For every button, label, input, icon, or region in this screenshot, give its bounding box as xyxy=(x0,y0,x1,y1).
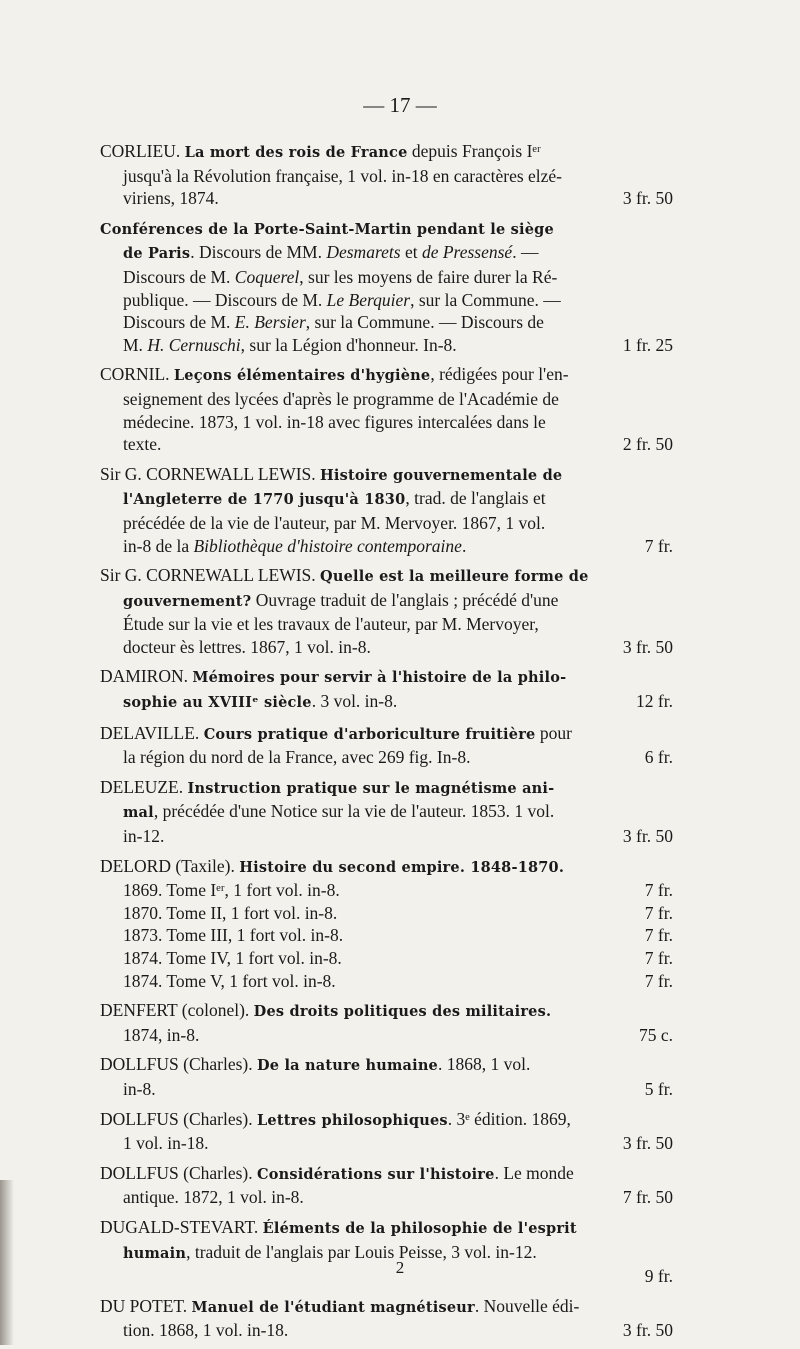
price: 3 fr. 50 xyxy=(622,826,673,847)
entry-line xyxy=(100,241,673,266)
italic-text: H. Cernuschi xyxy=(147,334,241,355)
price: 7 fr. xyxy=(644,902,673,923)
volume-text: 1873. Tome III, 1 fort vol. in-8. xyxy=(123,925,344,946)
author-name: DUGALD-STEVART. xyxy=(100,1216,263,1237)
price: 2 fr. 50 xyxy=(622,434,673,455)
catalogue-entry xyxy=(100,1108,673,1155)
entry-text: antique. 1872, 1 vol. in-8. xyxy=(123,1187,304,1208)
price: 7 fr. xyxy=(644,948,673,968)
entry-line xyxy=(100,140,673,165)
entry-line xyxy=(100,1024,673,1047)
entry-line xyxy=(100,1162,673,1187)
entry-line xyxy=(100,311,673,334)
catalogue-entry xyxy=(100,1162,673,1209)
catalogue-entry xyxy=(100,665,673,714)
italic-text: de Pressensé xyxy=(421,242,513,263)
entry-text: 1 vol. in-18. xyxy=(123,1133,209,1154)
book-title: Instruction pratique sur le magnétisme ani- xyxy=(187,779,555,797)
author-name: DELAVILLE. xyxy=(100,722,204,743)
entry-line xyxy=(100,334,673,357)
entry-text: Discours de M. xyxy=(123,312,235,333)
entry-text: in-12. xyxy=(123,826,165,847)
entry-text: . — xyxy=(512,242,539,263)
entry-line xyxy=(100,487,673,512)
entry-line xyxy=(100,165,673,188)
book-title: Manuel de l'étudiant magnétiseur xyxy=(191,1298,475,1316)
catalogue-entry xyxy=(100,999,673,1046)
book-title: Des droits politiques des militaires. xyxy=(253,1003,552,1021)
book-title: sophie au XVIIIᵉ siècle xyxy=(123,694,312,712)
author-name: CORNIL. xyxy=(100,364,174,385)
price: 7 fr. 50 xyxy=(622,1187,673,1208)
entry-text: in-8. xyxy=(123,1078,156,1099)
entry-text: publique. — Discours de M. xyxy=(123,289,327,310)
book-title: Histoire du second empire. 1848-1870. xyxy=(239,858,565,876)
price: 7 fr. xyxy=(644,925,673,946)
author-name: Sir G. CORNEWALL LEWIS. xyxy=(100,463,321,484)
italic-text: Le Berquier xyxy=(326,289,411,310)
entry-text: Ouvrage traduit de l'anglais ; précédé d'une xyxy=(251,589,559,610)
entry-line xyxy=(100,388,673,411)
entry-text: seignement des lycées d'après le programme de l'Académie de xyxy=(123,388,559,409)
entry-text: jusqu'à la Révolution française, 1 vol. in-18 en caractères elzé- xyxy=(123,165,563,186)
page-edge-shadow xyxy=(0,1180,14,1345)
book-title: Lettres philosophiques xyxy=(257,1111,448,1129)
entry-text: pour xyxy=(535,722,572,743)
entry-text: depuis François Iᵉʳ xyxy=(407,141,541,161)
entry-line xyxy=(100,463,673,488)
author-name: DOLLFUS (Charles). xyxy=(100,1108,257,1129)
volume-text: 1874. Tome IV, 1 fort vol. in-8. xyxy=(123,948,342,968)
entry-line xyxy=(100,690,673,715)
entry-line xyxy=(100,266,673,289)
entry-text: , traduit de l'anglais par Louis Peisse, 3 vol. in-12. xyxy=(186,1241,537,1262)
entry-line xyxy=(100,855,673,880)
price: 5 fr. xyxy=(644,1078,673,1099)
entry-line xyxy=(100,363,673,388)
book-title: Mémoires pour servir à l'histoire de la philo- xyxy=(192,669,567,687)
author-name: DELEUZE. xyxy=(100,776,188,797)
price: 9 fr. xyxy=(644,1266,673,1287)
entry-line xyxy=(100,217,673,242)
volume-text: 1869. Tome Iᵉʳ, 1 fort vol. in-8. xyxy=(123,880,340,901)
book-title: gouvernement? xyxy=(123,592,252,610)
price: 3 fr. 50 xyxy=(622,1320,673,1341)
price: 6 fr. xyxy=(644,747,673,768)
entry-line xyxy=(100,722,673,747)
entry-line xyxy=(100,800,673,825)
entry-line xyxy=(100,1319,673,1342)
catalogue-entry xyxy=(100,1295,673,1342)
entry-line xyxy=(100,187,673,210)
catalogue-entry xyxy=(100,1053,673,1100)
author-name: DAMIRON. xyxy=(100,666,193,687)
volume-row xyxy=(100,970,673,993)
book-title: La mort des rois de France xyxy=(184,144,408,161)
author-name: DU POTET. xyxy=(100,1295,192,1316)
entry-line xyxy=(100,589,673,614)
signature-mark: 2 xyxy=(395,1258,405,1277)
volume-row xyxy=(100,902,673,925)
entry-text: . Nouvelle édi- xyxy=(474,1295,580,1316)
entry-line xyxy=(100,411,673,434)
book-title: Considérations sur l'histoire xyxy=(257,1165,495,1183)
entry-line xyxy=(100,636,673,659)
catalogue-entry xyxy=(100,722,673,769)
catalogue-entry xyxy=(100,463,673,557)
entry-text: tion. 1868, 1 vol. in-18. xyxy=(123,1320,289,1341)
price: 3 fr. 50 xyxy=(622,1133,673,1154)
volume-text: 1874. Tome V, 1 fort vol. in-8. xyxy=(123,970,336,991)
book-title: Cours pratique d'arboriculture fruitière xyxy=(203,725,536,743)
price: 75 c. xyxy=(638,1024,673,1045)
book-title: Éléments de la philosophie de l'esprit xyxy=(262,1219,577,1237)
entry-line xyxy=(100,564,673,589)
page-number: — 17 — xyxy=(363,93,437,117)
entry-line xyxy=(100,999,673,1024)
entry-line xyxy=(100,776,673,801)
volume-row xyxy=(100,924,673,947)
catalogue-entry xyxy=(100,564,673,658)
entry-line xyxy=(100,1132,673,1155)
entry-line xyxy=(100,1053,673,1078)
book-title: l'Angleterre de 1770 jusqu'à 1830 xyxy=(123,491,406,509)
entry-line xyxy=(100,1295,673,1320)
italic-text: Desmarets xyxy=(326,242,401,263)
entry-text: . 1868, 1 vol. xyxy=(438,1054,531,1075)
book-title: Conférences de la Porte-Saint-Martin pendant le siège xyxy=(100,220,554,238)
entry-text: la région du nord de la France, avec 269 fig. In-8. xyxy=(123,747,471,768)
volume-text: 1870. Tome II, 1 fort vol. in-8. xyxy=(123,902,338,923)
entry-line xyxy=(100,613,673,636)
entry-text: , sur les moyens de faire durer la Ré- xyxy=(299,266,558,287)
entry-text: . Discours de MM. xyxy=(190,242,327,263)
entry-text: . 3ᵉ édition. 1869, xyxy=(447,1108,571,1129)
book-title: Quelle est la meilleure forme de xyxy=(320,568,589,586)
price: 7 fr. xyxy=(644,970,673,991)
author-name: CORLIEU. xyxy=(100,141,185,161)
entry-text: , sur la Légion d'honneur. In-8. xyxy=(240,334,457,355)
catalogue-entry xyxy=(100,776,673,848)
entry-text: , rédigées pour l'en- xyxy=(430,364,569,385)
catalogue-entry xyxy=(100,217,673,357)
entry-text: , sur la Commune. — xyxy=(410,289,561,310)
book-title: de Paris xyxy=(123,245,191,263)
entry-text: . 3 vol. in-8. xyxy=(311,691,398,712)
author-name: DOLLFUS (Charles). xyxy=(100,1162,257,1183)
entry-text: viriens, 1874. xyxy=(123,188,219,209)
entry-line xyxy=(100,289,673,312)
italic-text: Coquerel xyxy=(234,266,300,287)
entry-line xyxy=(100,433,673,456)
price: 1 fr. 25 xyxy=(622,334,673,355)
catalogue-entry xyxy=(100,363,673,455)
entry-line xyxy=(100,825,673,848)
entry-text: texte. xyxy=(123,434,162,455)
italic-text: Bibliothèque d'histoire contemporaine xyxy=(193,535,462,556)
italic-text: E. Bersier xyxy=(234,312,306,333)
price: 3 fr. 50 xyxy=(622,188,673,209)
book-title: Leçons élémentaires d'hygiène xyxy=(173,367,431,385)
book-title: De la nature humaine xyxy=(257,1057,438,1075)
entry-text: , trad. de l'anglais et xyxy=(405,488,546,509)
price: 12 fr. xyxy=(636,691,673,712)
price: 3 fr. 50 xyxy=(622,636,673,657)
price: 7 fr. xyxy=(644,880,673,901)
entry-line xyxy=(100,746,673,769)
entry-text: et xyxy=(400,242,422,263)
entry-line xyxy=(100,665,673,690)
volume-row xyxy=(100,879,673,902)
entry-text: in-8 de la xyxy=(123,535,194,556)
entry-text: M. xyxy=(123,334,148,355)
entry-text: . Le monde xyxy=(494,1162,574,1183)
entry-line xyxy=(100,1186,673,1209)
entry-text: Discours de M. xyxy=(123,266,235,287)
catalogue-entry xyxy=(100,855,673,993)
catalogue-column xyxy=(100,140,673,1349)
entry-text: , sur la Commune. — Discours de xyxy=(305,312,544,333)
author-name: DOLLFUS (Charles). xyxy=(100,1054,257,1075)
entry-text: médecine. 1873, 1 vol. in-18 avec figures intercalées dans le xyxy=(123,411,546,432)
entry-line xyxy=(100,1078,673,1101)
author-name: Sir G. CORNEWALL LEWIS. xyxy=(100,565,321,586)
entry-line xyxy=(100,512,673,535)
entry-text: . xyxy=(461,535,467,556)
author-name: DELORD (Taxile). xyxy=(100,855,240,876)
entry-text: docteur ès lettres. 1867, 1 vol. in-8. xyxy=(123,636,371,657)
volume-row xyxy=(100,947,673,970)
entry-text: Étude sur la vie et les travaux de l'auteur, par M. Mervoyer, xyxy=(123,614,539,635)
entry-line xyxy=(100,535,673,558)
entry-line xyxy=(100,1108,673,1133)
price: 7 fr. xyxy=(644,535,673,556)
author-name: DENFERT (colonel). xyxy=(100,1000,254,1021)
book-title: mal xyxy=(123,804,154,822)
entry-text: , précédée d'une Notice sur la vie de l'auteur. 1853. 1 vol. xyxy=(153,801,555,822)
catalogue-entry xyxy=(100,140,673,210)
entry-text: précédée de la vie de l'auteur, par M. Mervoyer. 1867, 1 vol. xyxy=(123,512,546,533)
book-title: humain xyxy=(123,1244,187,1262)
entry-text: 1874, in-8. xyxy=(123,1024,200,1045)
entry-line xyxy=(100,1216,673,1241)
book-title: Histoire gouvernementale de xyxy=(320,466,563,484)
